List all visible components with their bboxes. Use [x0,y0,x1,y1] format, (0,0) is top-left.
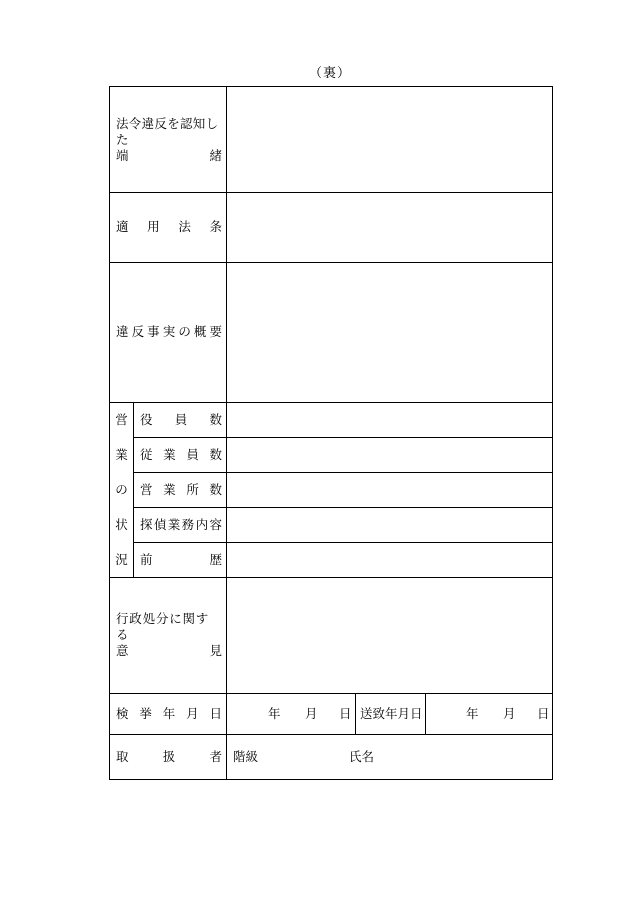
violation-summary-char: 反 [131,324,145,339]
officers-count-char: 員 [174,411,188,427]
detective-business-char: 務 [181,516,195,532]
admin-opinion-label [116,577,222,693]
officers-count-char: 数 [209,411,222,427]
detective-business-char: 内 [195,516,209,532]
arrest-date-label [116,693,222,734]
handler-char: 取 [116,748,129,764]
arrest-date-char: 検 [116,705,129,721]
arrest-date-month-unit: 月 [305,705,318,721]
admin-opinion-label-line1: 行政処分に関する [116,611,210,642]
recognition-label-line1: 法令違反を認知した [116,115,219,147]
applicable-law-value[interactable] [228,193,551,261]
applicable-law-label [116,192,222,262]
handler-label [116,734,222,779]
business-status-side-char: 業 [115,446,128,462]
prior-record-char: 歴 [209,551,222,567]
employees-count-char: 員 [186,446,199,462]
applicable-law-char: 用 [147,219,160,234]
violation-summary-char: 概 [193,324,207,339]
recognition-value[interactable] [228,88,551,191]
detective-business-char: 偵 [153,516,167,532]
detective-business-value[interactable] [228,508,551,541]
handler-rank-label: 階級 [233,748,259,764]
detective-business-label [140,507,222,542]
officers-count-char: 役 [140,411,153,427]
violation-summary-char: 違 [116,324,129,339]
violation-summary-char: 要 [209,324,222,339]
business-status-side-char: の [115,481,128,497]
business-status-side-char: 営 [115,411,128,427]
business-status-side-char: 状 [115,516,128,532]
recognition-label-char: 緒 [209,147,222,163]
offices-count-char: 数 [209,481,222,497]
handler-char: 者 [209,748,222,764]
applicable-law-char: 法 [178,219,191,234]
violation-summary-value[interactable] [228,263,551,401]
offices-count-label [140,472,222,507]
offices-count-char: 業 [163,481,176,497]
admin-opinion-value[interactable] [228,578,551,692]
detective-business-char: 探 [140,516,153,532]
applicable-law-char: 条 [209,219,222,234]
arrest-date-char: 挙 [139,705,152,721]
handler-field[interactable] [227,734,552,779]
arrest-date-year-unit: 年 [268,705,281,721]
page-side-label: （裏） [308,66,351,81]
violation-summary-char: 事 [147,324,160,339]
recognition-label-char: 端 [116,147,129,163]
handler-name-label: 氏名 [349,748,375,764]
prior-record-value[interactable] [228,543,551,576]
employees-count-label [140,437,222,472]
employees-count-value[interactable] [228,438,551,471]
report-form [109,86,553,780]
detective-business-char: 業 [167,516,181,532]
prior-record-label [140,542,222,577]
officers-count-value[interactable] [228,403,551,436]
offices-count-char: 所 [186,481,199,497]
send-date-field[interactable] [426,693,552,734]
send-date-label: 送致年月日 [360,705,423,721]
send-date-year-unit: 年 [466,705,479,721]
recognition-label [116,87,222,192]
prior-record-char: 前 [140,551,153,567]
detective-business-char: 容 [209,516,222,532]
arrest-date-day-unit: 日 [339,705,352,721]
business-status-side-label [110,402,133,577]
business-status-side-char: 況 [115,551,128,567]
arrest-date-field[interactable] [227,693,355,734]
applicable-law-char: 適 [116,219,129,234]
admin-opinion-label-char: 見 [209,643,222,658]
violation-summary-label [116,262,222,402]
violation-summary-char: 実 [162,324,176,339]
employees-count-char: 数 [209,446,222,462]
arrest-date-char: 日 [209,705,222,721]
offices-count-value[interactable] [228,473,551,506]
officers-count-label [140,402,222,437]
admin-opinion-label-char: 意 [116,643,129,658]
send-date-month-unit: 月 [503,705,516,721]
handler-char: 扱 [162,748,176,764]
employees-count-char: 従 [140,446,153,462]
employees-count-char: 業 [163,446,176,462]
violation-summary-char: の [178,324,191,339]
arrest-date-char: 年 [162,705,176,721]
offices-count-char: 営 [140,481,153,497]
arrest-date-char: 月 [186,705,199,721]
send-date-day-unit: 日 [537,705,550,721]
